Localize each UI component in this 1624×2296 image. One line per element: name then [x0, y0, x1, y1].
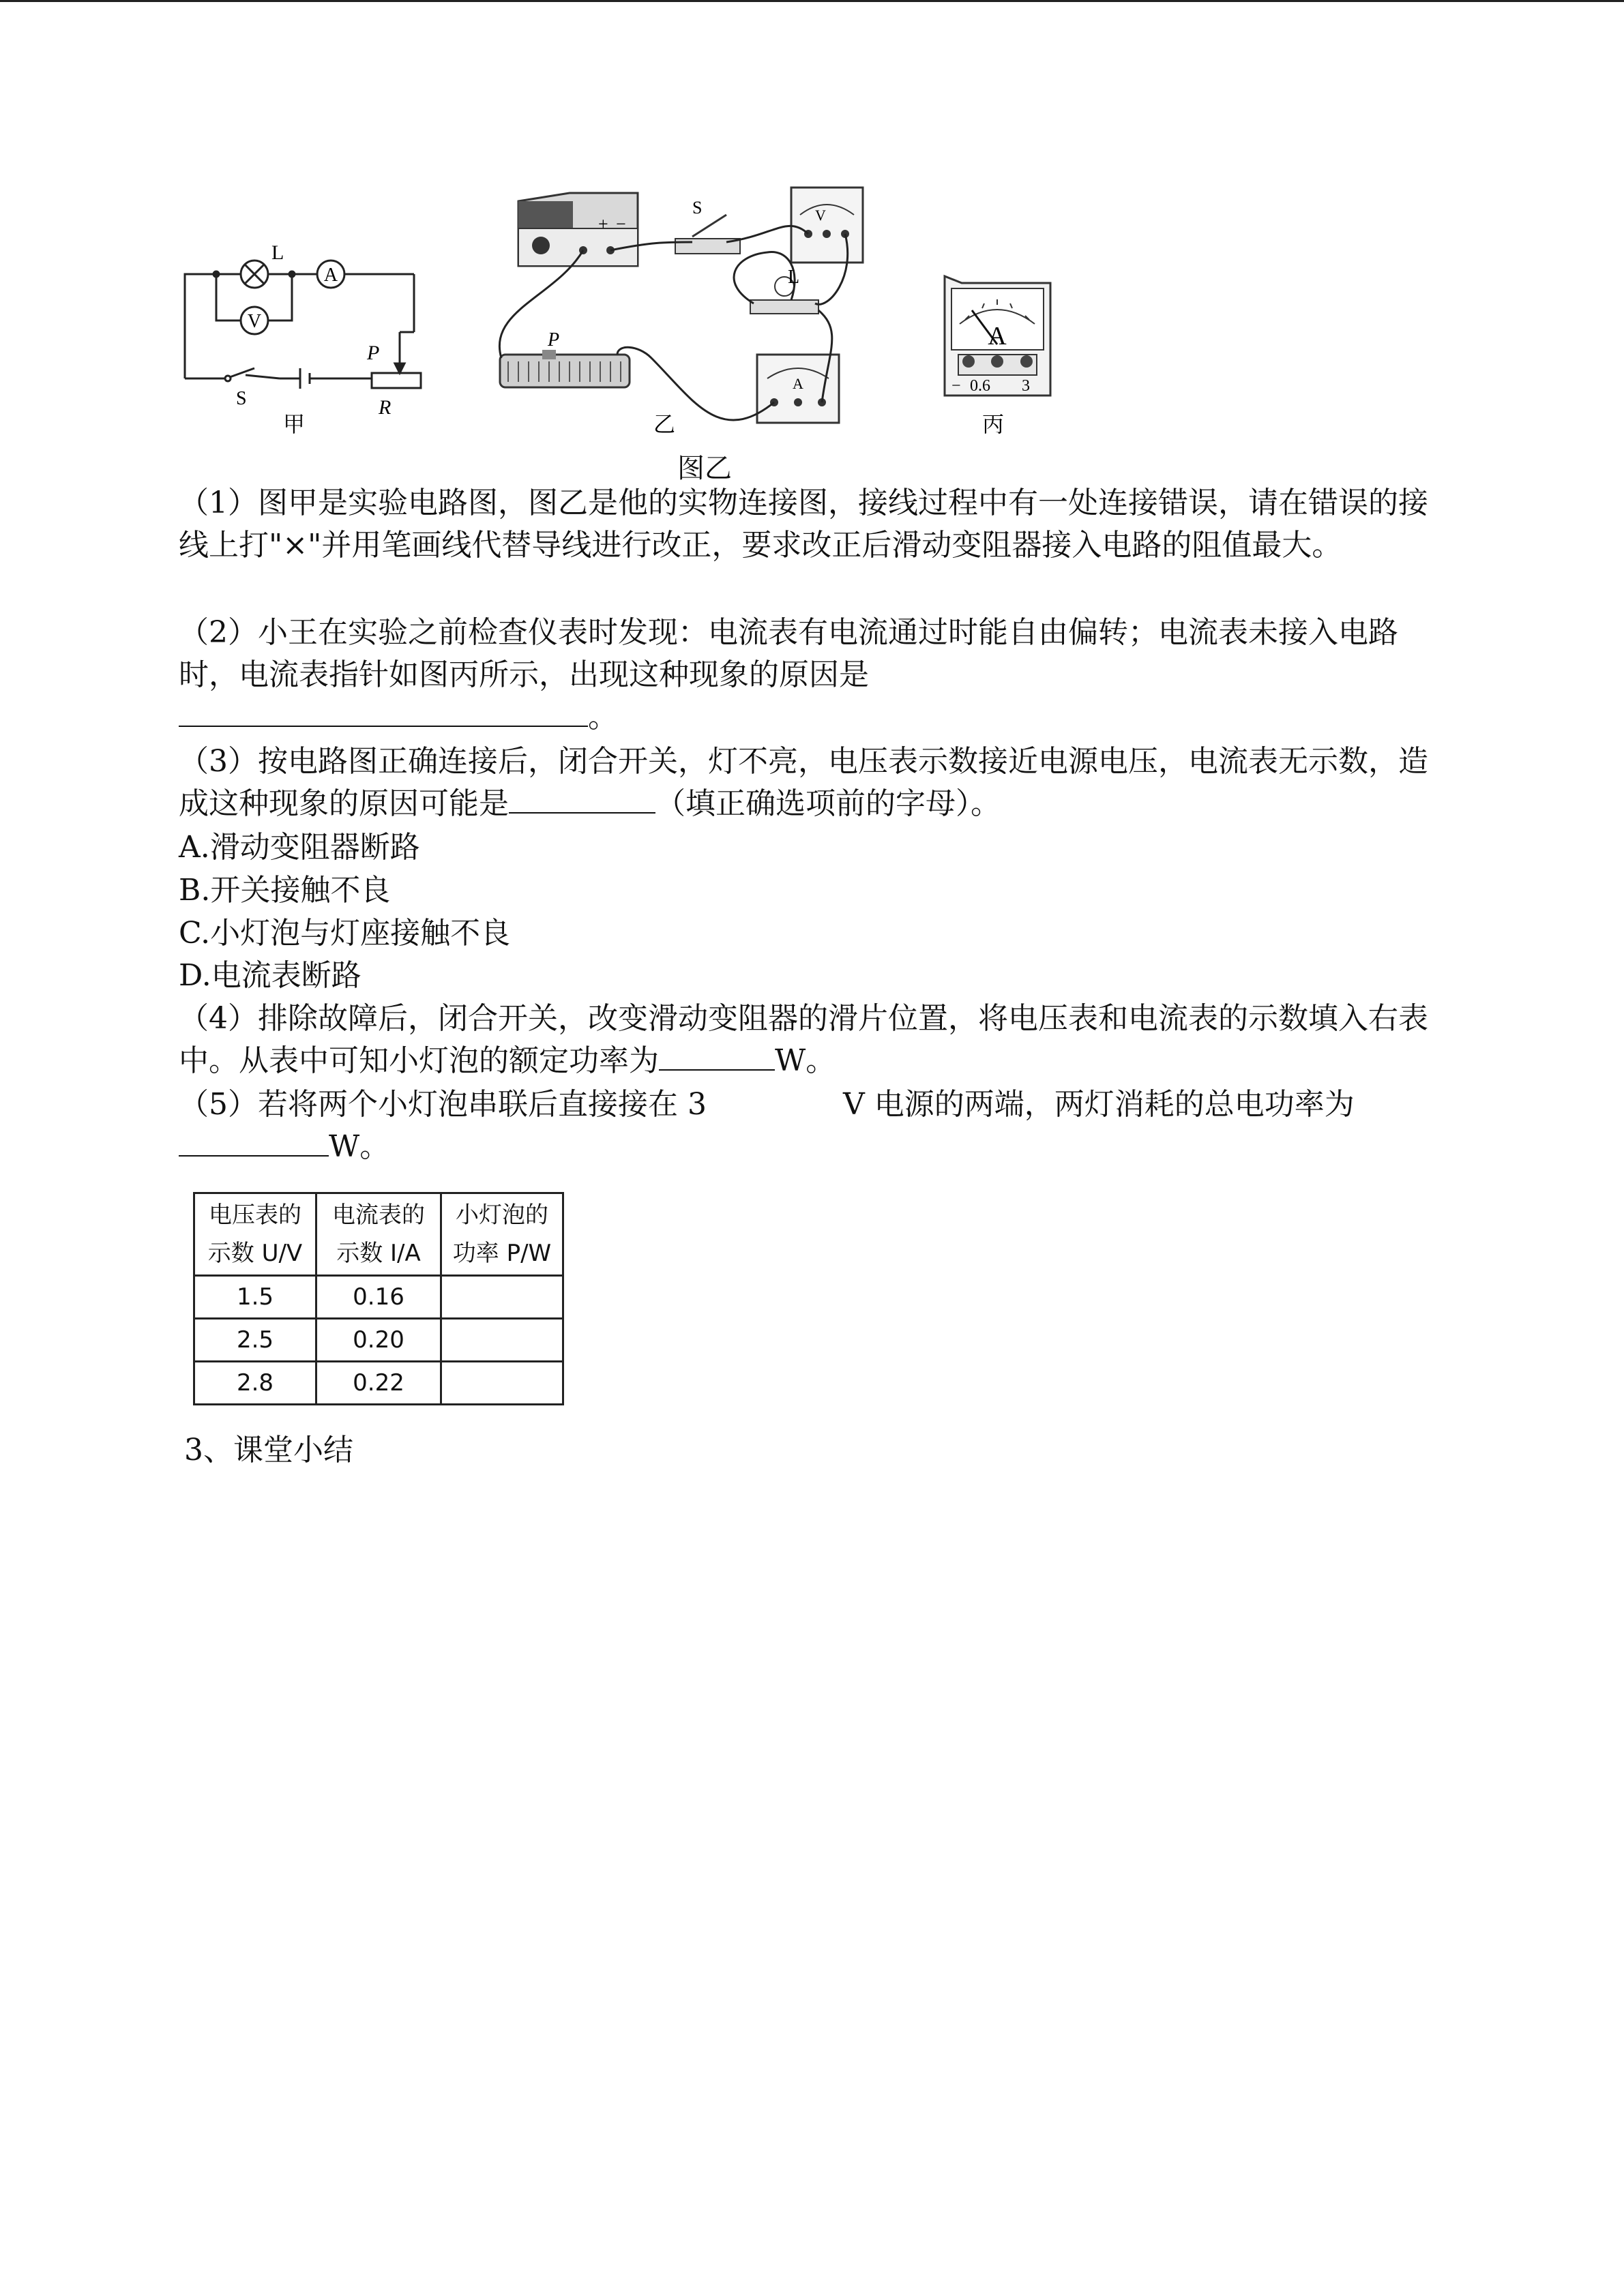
circuit-schematic	[185, 260, 421, 389]
ammeter-a-label: A	[988, 322, 1007, 351]
voltmeter-face-label: V	[815, 207, 826, 224]
voltmeter-symbol-label: V	[247, 311, 262, 332]
option-a: A.滑动变阻器断路	[179, 830, 420, 865]
experiment-figure	[174, 174, 1074, 474]
power-cell[interactable]	[441, 1319, 563, 1362]
current-cell: 0.20	[316, 1319, 441, 1362]
rheostat-p-label: P	[548, 329, 560, 351]
slider-label: P	[367, 342, 380, 364]
answer-blank-3[interactable]	[509, 811, 655, 814]
table-row	[194, 1319, 563, 1362]
top-border	[0, 0, 1624, 2]
current-cell: 0.22	[316, 1362, 441, 1405]
question-2-end: 。	[588, 700, 618, 734]
voltage-cell: 2.5	[194, 1319, 316, 1362]
question-1: （1）图甲是实验电路图，图乙是他的实物连接图，接线过程中有一处连接错误，请在错误的接线上打"×"并用笔画线代替导线进行改正，要求改正后滑动变阻器接入电路的阻值最大。	[179, 486, 1428, 563]
ammeter-face-label: A	[793, 375, 803, 392]
table-row	[194, 1362, 563, 1405]
question-4-unit: W。	[775, 1043, 836, 1078]
voltage-cell: 1.5	[194, 1276, 316, 1319]
ammeter-range-high: 3	[1022, 377, 1030, 395]
rheostat-label: R	[379, 396, 392, 419]
switch-s-label: S	[692, 198, 703, 218]
question-3-text: （3）按电路图正确连接后，闭合开关，灯不亮，电压表示数接近电源电压，电流表无示数，造成这种现象的原因可能是	[179, 744, 1428, 821]
ammeter-range-low: 0.6	[970, 377, 990, 395]
question-3	[179, 741, 1454, 825]
question-4-text: （4）排除故障后，闭合开关，改变滑动变阻器的滑片位置，将电压表和电流表的示数填入右表中。从表中可知小灯泡的额定功率为	[179, 1001, 1428, 1078]
question-5-unit: W。	[329, 1129, 390, 1164]
header-current: 电流表的 示数 I/A	[316, 1193, 441, 1276]
table-header-row	[194, 1193, 563, 1276]
question-5	[179, 1084, 1454, 1168]
option-c: C.小灯泡与灯座接触不良	[179, 916, 511, 951]
figure-yi-label: 乙	[653, 412, 676, 436]
answer-blank-4[interactable]	[659, 1069, 775, 1071]
question-2	[179, 612, 1454, 739]
figure-jia-label: 甲	[283, 412, 306, 436]
measurement-table	[193, 1192, 564, 1405]
answer-blank-2[interactable]	[179, 725, 588, 727]
question-3-hint: （填正确选项前的字母）。	[655, 786, 1001, 821]
ammeter-minus-label: −	[951, 377, 961, 395]
option-d: D.电流表断路	[179, 958, 361, 993]
header-voltage: 电压表的 示数 U/V	[194, 1193, 316, 1276]
switch-label: S	[236, 388, 247, 409]
lamp-label: L	[271, 241, 284, 264]
ammeter-symbol-label: A	[323, 265, 338, 286]
table-row	[194, 1276, 563, 1319]
supply-plus-label: +	[598, 214, 608, 234]
question-5-text-b: V 电源的两端，两灯消耗的总电功率为	[842, 1087, 1355, 1122]
question-5-text-a: （5）若将两个小灯泡串联后直接接在 3	[179, 1087, 707, 1122]
voltage-cell: 2.8	[194, 1362, 316, 1405]
power-cell[interactable]	[441, 1276, 563, 1319]
supply-minus-label: −	[616, 214, 626, 234]
power-cell[interactable]	[441, 1362, 563, 1405]
option-b: B.开关接触不良	[179, 873, 391, 908]
current-cell: 0.16	[316, 1276, 441, 1319]
figure-caption: 图乙	[677, 453, 732, 484]
figure-bing-label: 丙	[982, 412, 1005, 436]
header-power: 小灯泡的 功率 P/W	[441, 1193, 563, 1276]
lamp-l-label: L	[788, 267, 800, 288]
question-2-text: （2）小王在实验之前检查仪表时发现：电流表有电流通过时能自由偏转；电流表未接入电路时，电流表指针如图丙所示，出现这种现象的原因是	[179, 615, 1398, 692]
answer-blank-5[interactable]	[179, 1154, 329, 1157]
question-4	[179, 998, 1454, 1082]
section-summary-heading: 3、课堂小结	[184, 1433, 353, 1467]
physical-circuit	[499, 188, 863, 423]
